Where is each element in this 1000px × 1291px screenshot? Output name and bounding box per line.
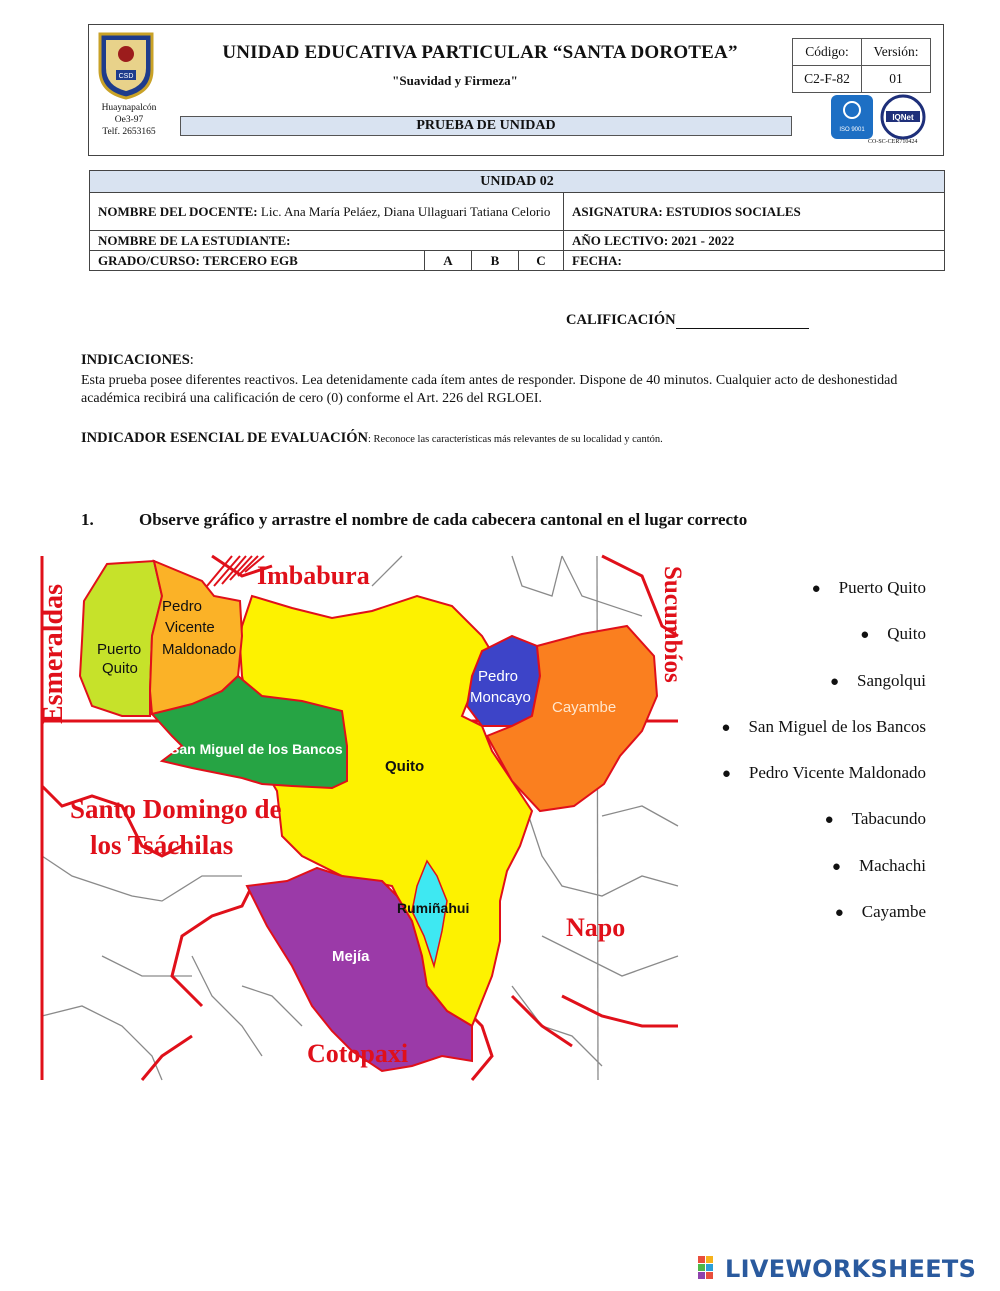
option-label[interactable]: San Miguel de los Bancos — [748, 716, 926, 736]
label-santo-domingo-1: Santo Domingo de — [70, 794, 282, 824]
student-name-label: NOMBRE DE LA ESTUDIANTE: — [90, 231, 564, 251]
version-value: 01 — [862, 66, 931, 93]
label-napo: Napo — [566, 913, 626, 942]
address-line-3: Telf. 2653165 — [102, 127, 156, 137]
bullet-icon: ● — [831, 858, 841, 875]
option-item[interactable] — [660, 809, 926, 855]
school-address — [90, 102, 168, 138]
school-motto: "Suavidad y Firmeza" — [392, 73, 518, 88]
grade-label: CALIFICACIÓN — [566, 312, 676, 328]
address-line-1: Huaynapalcón — [101, 103, 157, 113]
grade-field — [566, 312, 809, 329]
instructions-heading: INDICACIONES — [81, 352, 190, 368]
option-item[interactable] — [660, 717, 926, 763]
liveworksheets-text: LIVEWORKSHEETS — [725, 1255, 977, 1283]
label-quito: Quito — [385, 758, 425, 775]
school-logo-text: CSD — [118, 73, 134, 80]
option-item[interactable] — [660, 856, 926, 902]
iso-certification-logo — [830, 94, 874, 140]
label-mejia: Mejía — [332, 948, 370, 965]
option-label[interactable]: Pedro Vicente Maldonado — [748, 763, 926, 783]
school-year: AÑO LECTIVO: 2021 - 2022 — [564, 231, 945, 251]
evaluation-indicator — [81, 430, 951, 447]
label-esmeraldas: Esmeraldas — [38, 584, 69, 724]
certification-code: CO-SC-CER710424 — [868, 139, 918, 145]
label-sucumbios: Sucumbíos — [659, 566, 686, 683]
pichincha-map — [38, 556, 686, 1080]
label-pedro-moncayo-2: Moncayo — [470, 689, 531, 706]
bullet-icon: ● — [721, 766, 731, 783]
option-item[interactable] — [660, 578, 926, 624]
bullet-icon: ● — [721, 719, 731, 736]
teacher-label: NOMBRE DEL DOCENTE: — [98, 204, 258, 219]
code-label: Código: — [793, 39, 862, 66]
section-a: A — [425, 251, 472, 271]
option-item[interactable] — [660, 671, 926, 717]
iqnet-certification-logo — [878, 94, 928, 140]
question-number: 1. — [81, 510, 94, 529]
bullet-icon: ● — [834, 905, 844, 922]
label-san-miguel: San Miguel de los Bancos — [170, 741, 343, 757]
instructions-colon: : — [189, 352, 194, 368]
label-imbabura: Imbabura — [257, 561, 370, 590]
unit-title: UNIDAD 02 — [90, 171, 945, 193]
test-banner: PRUEBA DE UNIDAD — [180, 116, 792, 136]
bullet-icon: ● — [811, 581, 821, 597]
iso-logo-text: ISO 9001 — [839, 127, 865, 133]
address-line-2: Oe3-97 — [114, 115, 144, 125]
bullet-icon: ● — [860, 627, 870, 644]
label-cotopaxi: Cotopaxi — [307, 1039, 409, 1068]
label-pvm-2: Vicente — [165, 619, 215, 636]
label-pedro-moncayo-1: Pedro — [478, 668, 519, 685]
liveworksheets-icon — [698, 1256, 722, 1280]
option-label[interactable]: Cayambe — [861, 902, 926, 922]
answer-options-list — [660, 578, 926, 948]
teacher-names: Lic. Ana María Peláez, Diana Ullaguari Tatiana Celorio — [260, 204, 551, 219]
label-santo-domingo-2: los Tsáchilas — [90, 830, 234, 860]
liveworksheets-logo[interactable] — [698, 1255, 976, 1283]
option-item[interactable] — [660, 624, 926, 670]
bullet-icon: ● — [829, 673, 840, 690]
school-name: UNIDAD EDUCATIVA PARTICULAR “SANTA DOROTEA” — [222, 42, 738, 63]
instructions-title — [81, 352, 194, 369]
grade-course: GRADO/CURSO: TERCERO EGB — [90, 251, 425, 271]
bullet-icon: ● — [824, 812, 834, 829]
code-value: C2-F-82 — [793, 66, 862, 93]
option-label[interactable]: Quito — [887, 624, 926, 644]
version-label: Versión: — [862, 39, 931, 66]
student-info-table — [89, 170, 945, 271]
label-pvm-1: Pedro — [162, 598, 203, 615]
option-item[interactable] — [660, 902, 926, 948]
date-label: FECHA: — [564, 251, 945, 271]
label-puerto-quito-2: Quito — [102, 660, 138, 677]
section-c: C — [519, 251, 564, 271]
label-ruminahui: Rumiñahui — [397, 900, 470, 916]
question-1 — [81, 510, 747, 530]
subject: ASIGNATURA: ESTUDIOS SOCIALES — [564, 193, 945, 231]
indicator-label: INDICADOR ESENCIAL DE EVALUACIÓN — [81, 430, 368, 446]
option-item[interactable] — [660, 763, 926, 809]
grade-blank-line — [676, 314, 809, 329]
label-cayambe: Cayambe — [552, 699, 617, 716]
option-label[interactable]: Puerto Quito — [838, 578, 926, 597]
iqnet-logo-text: IQNet — [892, 113, 914, 122]
option-label[interactable]: Tabacundo — [851, 809, 926, 829]
indicator-text: : Reconoce las características más relevantes de su localidad y cantón. — [367, 434, 663, 445]
label-pvm-3: Maldonado — [162, 641, 237, 658]
school-logo — [96, 30, 156, 100]
section-b: B — [472, 251, 519, 271]
question-text: Observe gráfico y arrastre el nombre de cada cabecera cantonal en el lugar correcto — [139, 510, 748, 529]
teacher-cell — [90, 193, 564, 231]
option-label[interactable]: Machachi — [858, 855, 926, 875]
option-label[interactable]: Sangolqui — [857, 670, 926, 690]
document-code-table — [792, 38, 931, 93]
label-puerto-quito-1: Puerto — [97, 641, 142, 658]
instructions-text: Esta prueba posee diferentes reactivos. Lea detenidamente cada ítem antes de responder. Dispone de 40 minutos. Cualquier acto de deshonestidad académica recibirá una calificación de cero (0) conforme el Art. 226 del RGLOEI. — [81, 373, 898, 406]
